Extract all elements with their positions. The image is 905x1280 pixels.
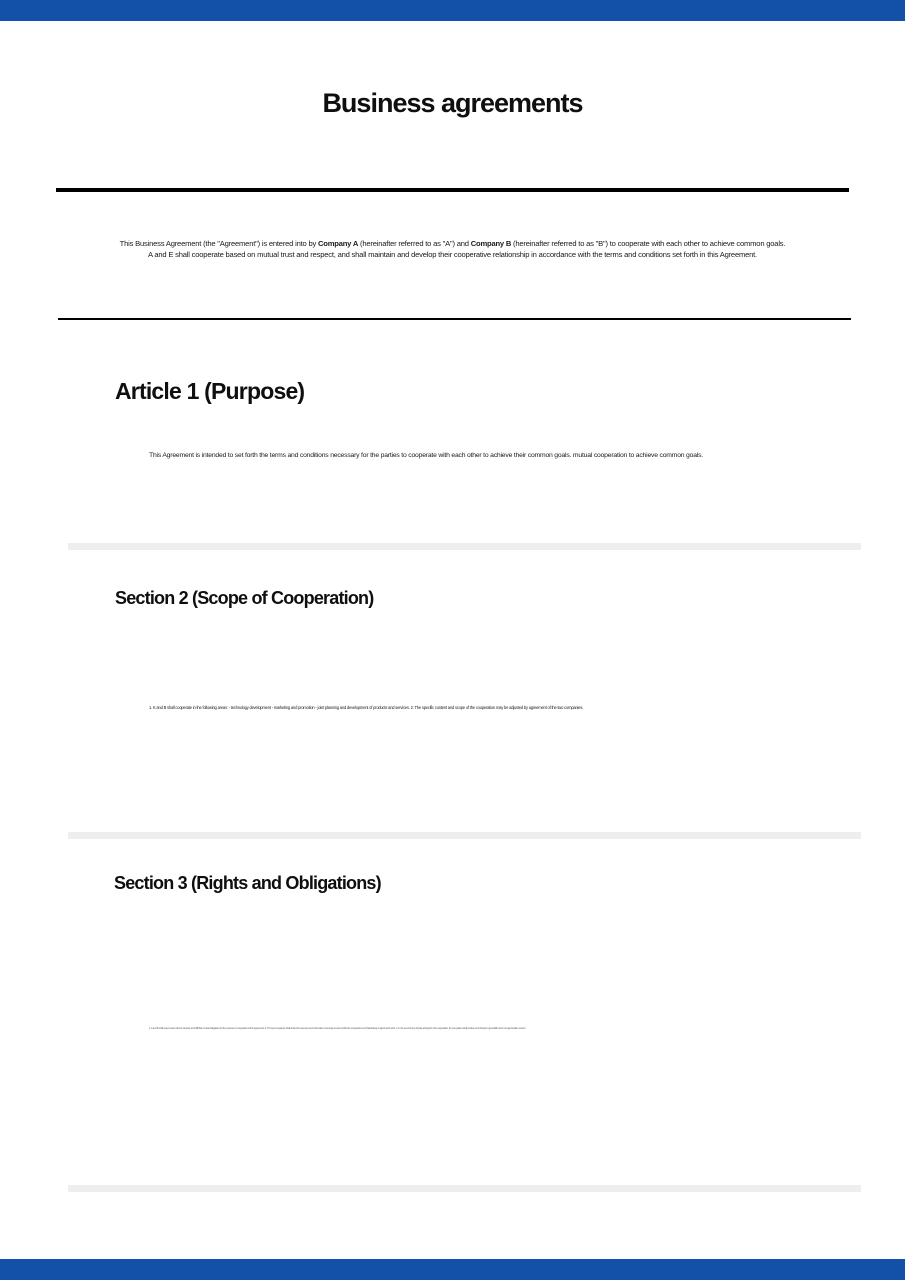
section-3-heading: Section 3 (Rights and Obligations) bbox=[114, 873, 381, 893]
section-separator bbox=[68, 1185, 861, 1192]
intro-line-2: A and E shall cooperate based on mutual trust and respect, and shall maintain and develop their cooperative relationship in accordance with the terms and conditions set forth in this Agreement. bbox=[148, 250, 757, 259]
intro-line-1 bbox=[56, 238, 849, 249]
section-2-heading: Section 2 (Scope of Cooperation) bbox=[115, 588, 374, 608]
bottom-color-band bbox=[0, 1259, 905, 1280]
section-2-body: 1. K and B shall cooperate in the following areas: - technology development - marketing and promotion - joint planning and development of products and services. 2. The specific content and scope of the cooperation may be adjusted by agreement of the two companies. bbox=[149, 705, 584, 710]
party-b-name: Company B bbox=[470, 239, 512, 248]
article-1-heading: Article 1 (Purpose) bbox=[115, 378, 305, 404]
section-separator bbox=[68, 832, 861, 839]
top-color-band bbox=[0, 0, 905, 21]
document-title: Business agreements bbox=[322, 88, 583, 118]
intro-paragraph bbox=[56, 238, 849, 260]
party-a-name: Company A bbox=[318, 239, 359, 248]
section-3-body: 1. A and B shall respect each other's interests and fulfill their mutual obligations for the purpose of cooperation in this Agreement. 2. The two companies shall share the resources and information necessary to accomplish the cooperation and shall actively support each other. 3. In the event of any dispute arising from the cooperation, the two parties shall resolve such dispute in good faith and in an appropriate manner. bbox=[149, 1027, 526, 1030]
section-separator bbox=[68, 543, 861, 550]
intro-text-end: (hereinafter referred to as "B") to cooperate with each other to achieve common goals. bbox=[511, 239, 786, 248]
intro-divider bbox=[58, 318, 851, 320]
article-1-body: This Agreement is intended to set forth the terms and conditions necessary for the parties to cooperate with each other to achieve their common goals. mutual cooperation to achieve common goals. bbox=[149, 452, 703, 459]
intro-text-start: This Business Agreement (the "Agreement") is entered into by bbox=[119, 239, 318, 248]
intro-text-middle: (hereinafter referred to as "A") and bbox=[358, 239, 471, 248]
title-divider bbox=[56, 188, 849, 192]
